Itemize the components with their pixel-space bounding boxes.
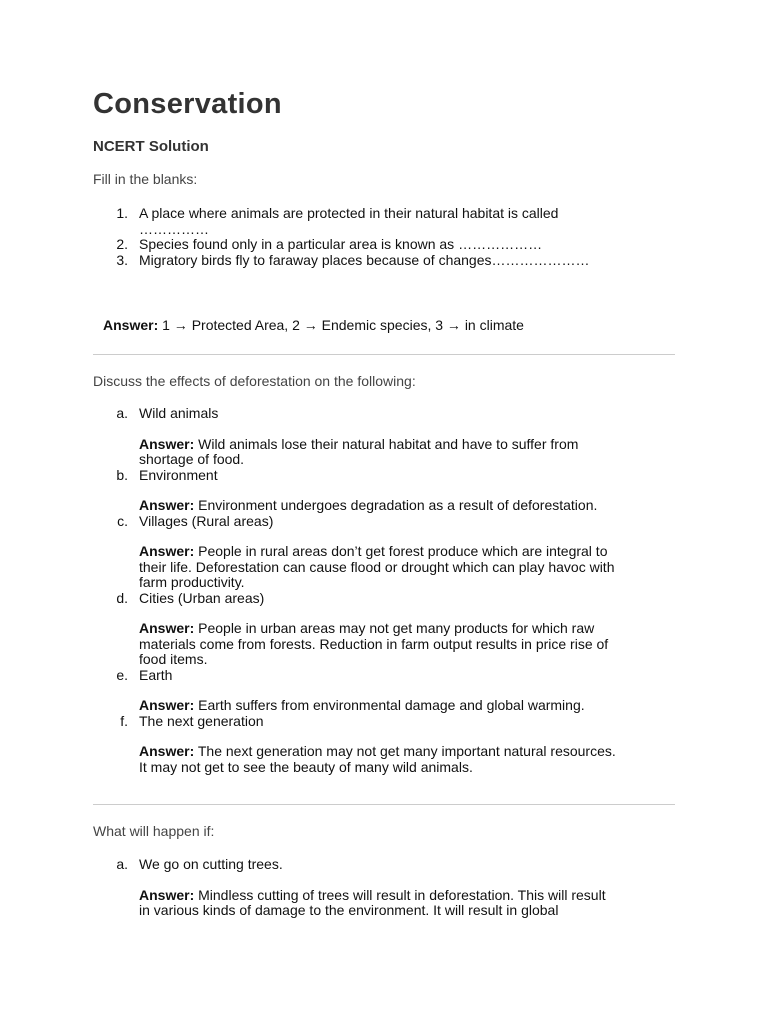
list-marker: e. <box>116 666 128 683</box>
list-marker: a. <box>116 405 128 421</box>
answer-label: Answer: <box>139 497 195 513</box>
list-marker: 3. <box>116 251 128 268</box>
list-item-text: A place where animals are protected in their natural habitat is called …………… <box>139 205 559 237</box>
answer-text: 1 → Protected Area, 2 → Endemic species, 3 → in climate <box>162 317 524 333</box>
answer-block <box>139 698 619 714</box>
list-marker: 1. <box>116 205 128 221</box>
section1-prompt: Fill in the blanks: <box>93 171 198 187</box>
list-item <box>0 253 619 269</box>
question-text: Cities (Urban areas) <box>139 589 265 606</box>
answer-label: Answer: <box>139 743 195 759</box>
answer-block <box>139 621 619 668</box>
list-item-text: Species found only in a particular area is known as ……………… <box>139 236 543 252</box>
list-item-text: Migratory birds fly to faraway places because of changes………………… <box>139 251 590 268</box>
answer-text: Environment undergoes degradation as a result of deforestation. <box>198 497 598 513</box>
what-if-list <box>0 857 619 919</box>
list-item <box>0 668 619 714</box>
list-item <box>0 591 619 668</box>
question-text: Wild animals <box>139 405 219 421</box>
answer-label: Answer: <box>103 317 159 333</box>
list-item <box>0 406 619 468</box>
answer-block <box>139 498 619 514</box>
answer-label: Answer: <box>139 435 195 452</box>
list-item <box>0 206 619 237</box>
question-text: Earth <box>139 666 173 683</box>
section-divider <box>93 804 675 805</box>
answer-label: Answer: <box>139 620 195 636</box>
question-text: The next generation <box>139 712 264 729</box>
list-item <box>0 237 619 253</box>
section1-answer <box>103 316 524 334</box>
question-text: Villages (Rural areas) <box>139 512 274 529</box>
answer-block <box>139 888 619 919</box>
list-marker: c. <box>117 512 128 529</box>
answer-text: Earth suffers from environmental damage and global warming. <box>198 697 585 713</box>
question-text: Environment <box>139 466 218 483</box>
answer-text: Wild animals lose their natural habitat and have to suffer from shortage of food. <box>139 435 579 467</box>
answer-text: The next generation may not get many important natural resources. It may not get to see the beauty of many wild animals. <box>139 743 616 775</box>
list-item <box>0 468 619 514</box>
answer-block <box>139 744 619 775</box>
answer-text: Mindless cutting of trees will result in deforestation. This will result in various kinds of damage to the environment. It will result in global <box>139 886 606 918</box>
list-marker: 2. <box>116 236 128 252</box>
list-item <box>0 714 619 776</box>
answer-label: Answer: <box>139 543 195 559</box>
list-marker: a. <box>116 856 128 872</box>
section-divider <box>93 354 675 355</box>
list-marker: f. <box>120 712 128 729</box>
list-item <box>0 857 619 919</box>
answer-text: People in urban areas may not get many products for which raw materials come from forests. Reduction in farm output results in price rise of food items. <box>139 620 609 667</box>
list-marker: b. <box>116 466 128 483</box>
answer-label: Answer: <box>139 886 195 903</box>
section2-prompt: Discuss the effects of deforestation on the following: <box>93 373 416 389</box>
answer-block <box>139 437 619 468</box>
answer-text: People in rural areas don’t get forest produce which are integral to their life. Deforestation can cause flood or drought which can play havoc with farm productivity. <box>139 543 615 590</box>
page-title: Conservation <box>93 88 282 120</box>
section3-prompt: What will happen if: <box>93 823 215 839</box>
page-subtitle: NCERT Solution <box>93 138 209 155</box>
list-marker: d. <box>116 589 128 606</box>
answer-block <box>139 544 619 591</box>
deforestation-effects-list <box>0 406 619 775</box>
list-item <box>0 514 619 591</box>
fill-blanks-list <box>0 206 619 268</box>
answer-label: Answer: <box>139 697 195 713</box>
question-text: We go on cutting trees. <box>139 856 283 872</box>
